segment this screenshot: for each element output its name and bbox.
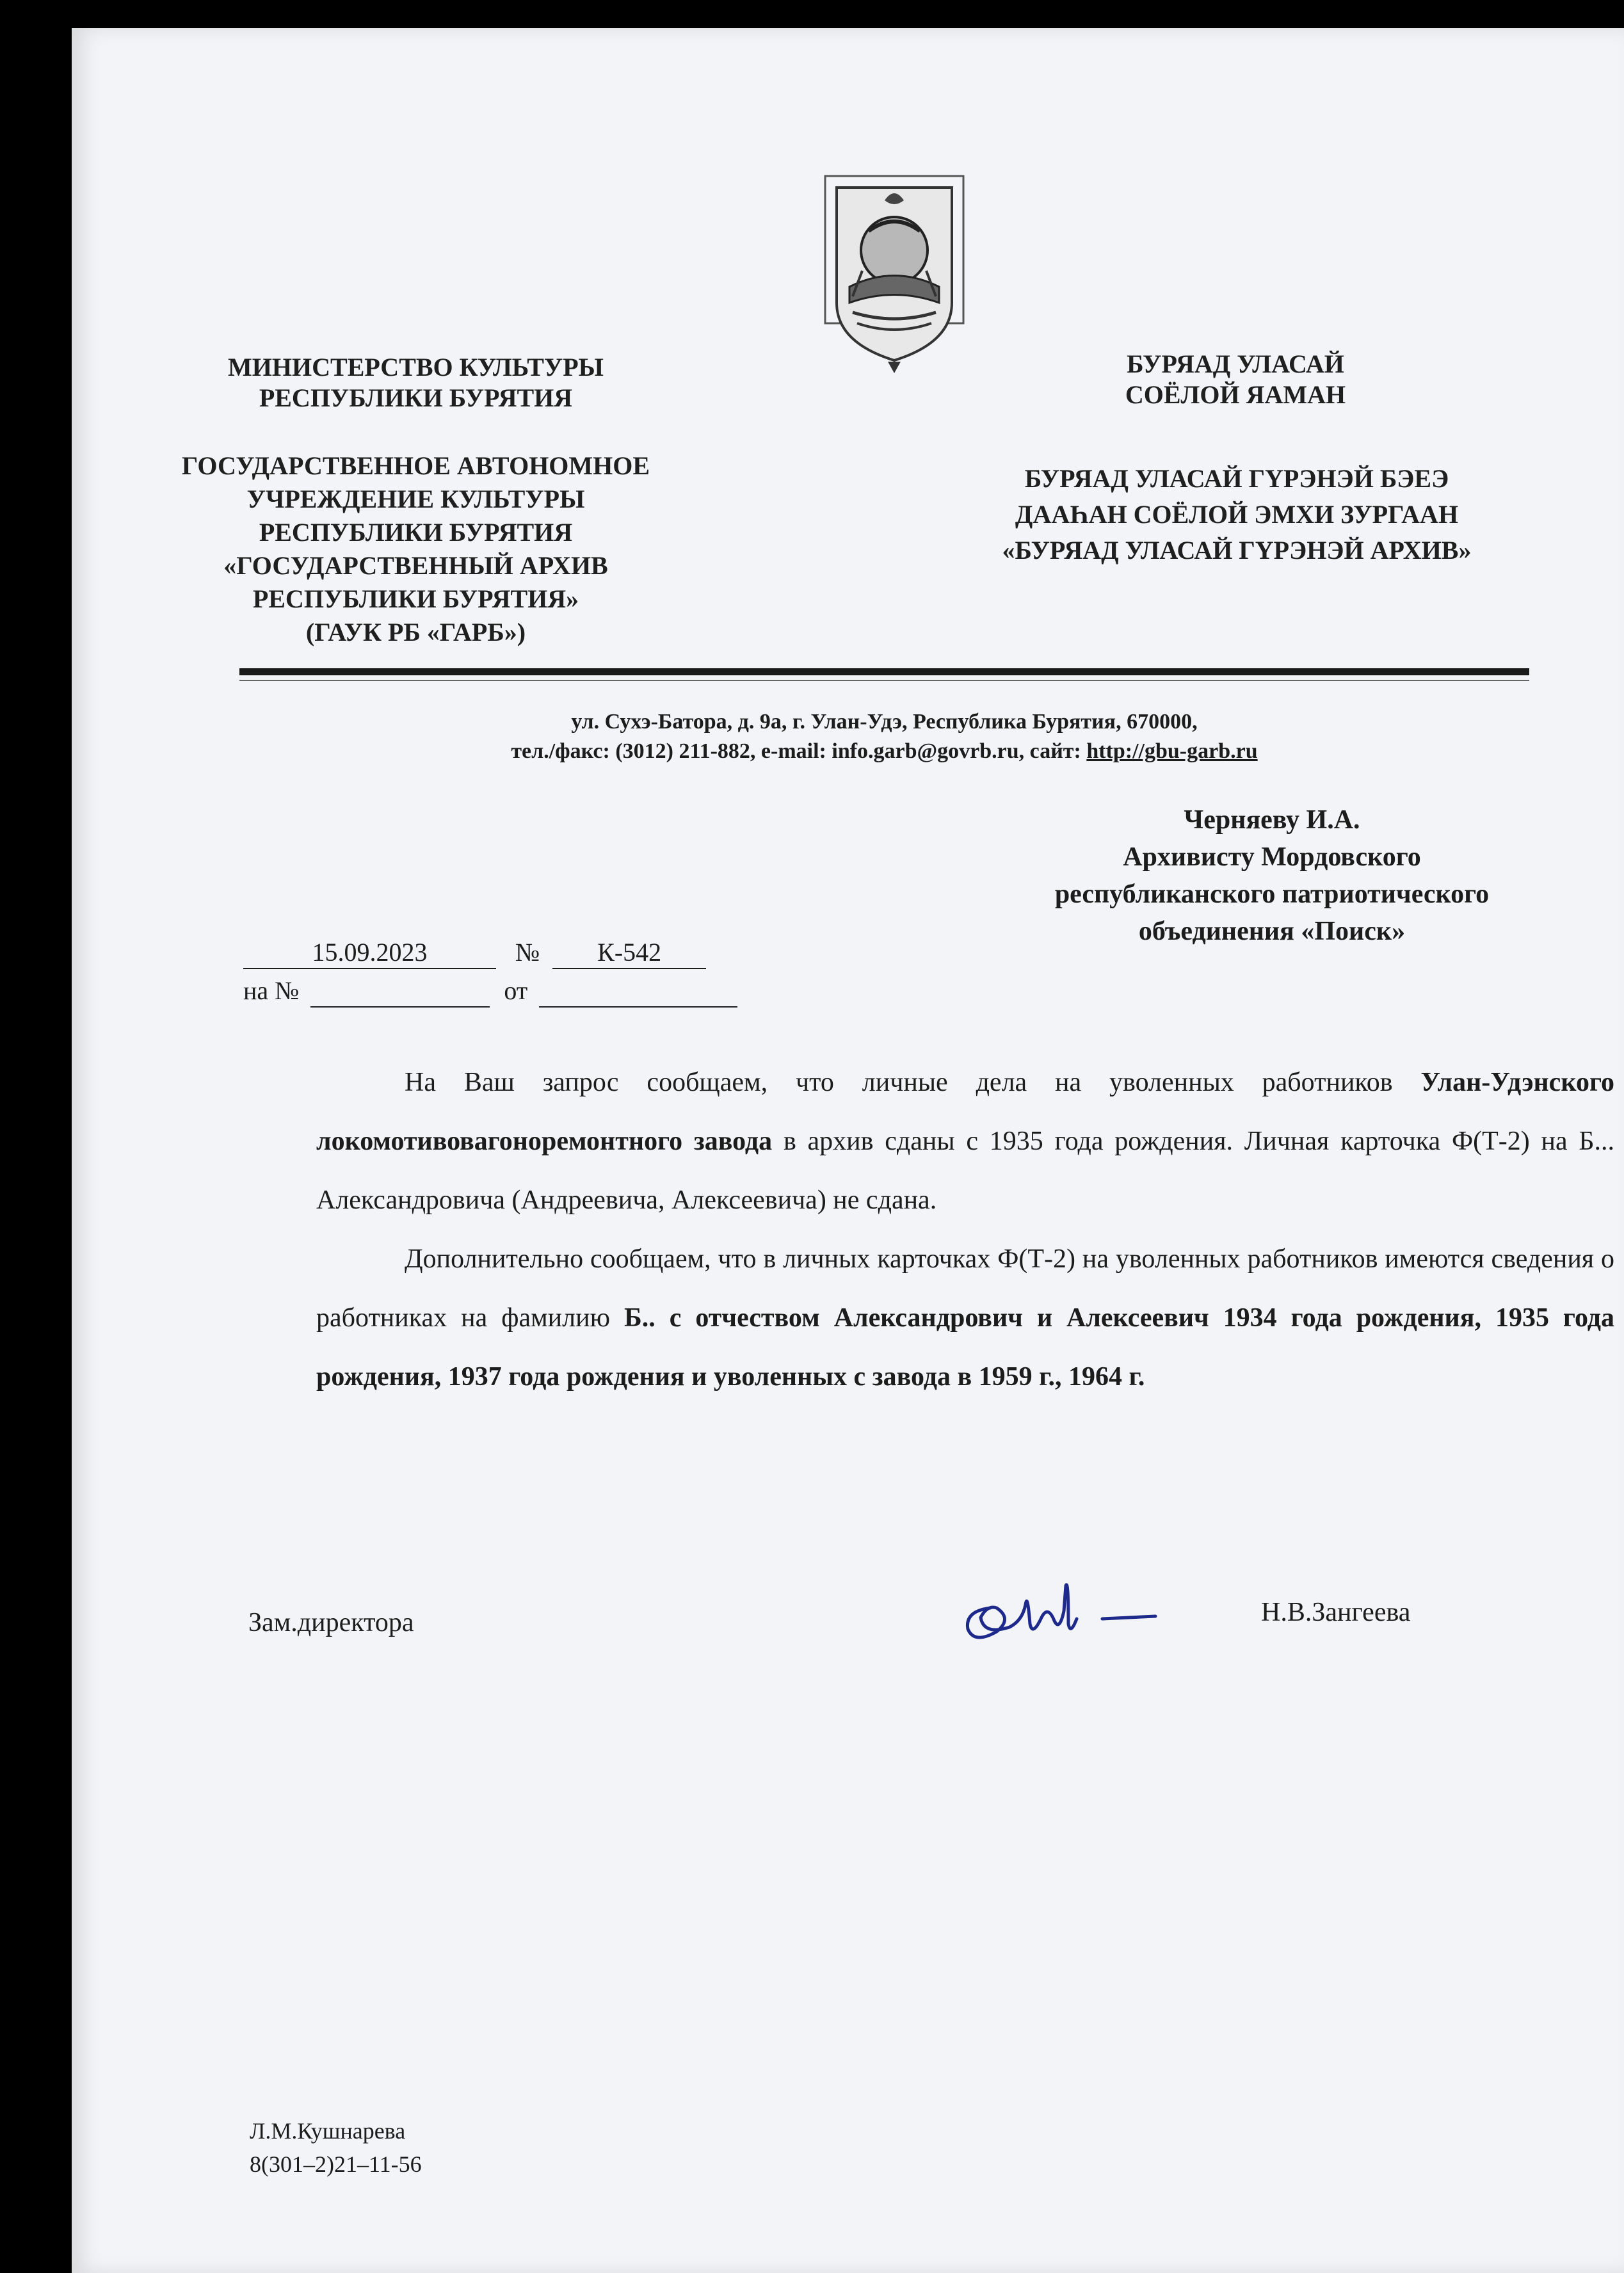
address-line: ул. Сухэ-Батора, д. 9а, г. Улан-Удэ, Республика Бурятия, 670000,	[571, 710, 1198, 734]
website-link[interactable]: http://gbu-garb.ru	[1086, 739, 1258, 763]
header-divider-thin	[239, 680, 1529, 681]
ref-label: на №	[243, 976, 300, 1005]
handwritten-signature	[952, 1560, 1163, 1653]
buryatia-coat-of-arms-icon	[824, 175, 965, 377]
header-divider-thick	[239, 668, 1529, 675]
bua-ministry-name: БУРЯАД УЛАСАЙ СОЁЛОЙ ЯАМАН	[1125, 349, 1346, 409]
signer-name: Н.В.Зангеева	[1261, 1598, 1411, 1627]
signer-position: Зам.директора	[248, 1608, 414, 1637]
ref-date-field	[539, 976, 737, 1008]
contacts-line: тел./факс: (3012) 211-882, e-mail: info.garb@govrb.ru, сайт: http://gbu-garb.ru	[511, 739, 1258, 763]
executor-phone: 8(301–2)21–11-56	[250, 2151, 422, 2177]
ru-organization-name: ГОСУДАРСТВЕННОЕ АВТОНОМНОЕ УЧРЕЖДЕНИЕ КУЛЬТУРЫ РЕСПУБЛИКИ БУРЯТИЯ «ГОСУДАРСТВЕННЫЙ АРХИВ РЕСПУБЛИКИ БУРЯТИЯ» (ГАУК РБ «ГАРБ»)	[181, 451, 650, 647]
body-paragraph-2: Дополнительно сообщаем, что в личных карточках Ф(Т-2) на уволенных работников имеются сведения о работниках на фамилию Б.. с отчеством Александрович и Алексеевич 1934 года рождения, 1935 года рождения, 1937 года рождения и уволенных с завода в 1959 г., 1964 г.	[316, 1244, 1614, 1392]
registration-ref-line	[243, 976, 737, 1008]
bua-organization-name: БУРЯАД УЛАСАЙ ГҮРЭНЭЙ БЭЕЭ ДААҺАН СОЁЛОЙ ЭМХИ ЗУРГААН «БУРЯАД УЛАСАЙ ГҮРЭНЭЙ АРХИВ»	[1002, 464, 1472, 565]
number-label: №	[515, 938, 540, 967]
registration-date-line	[243, 937, 706, 969]
outgoing-date: 15.09.2023	[243, 937, 496, 969]
outgoing-number: К-542	[552, 937, 706, 969]
executor-name: Л.М.Кушнарева	[250, 2118, 406, 2144]
body-paragraph-1: На Ваш запрос сообщаем, что личные дела на уволенных работников Улан-Удэнского локомотивовагоноремонтного завода в архив сданы с 1935 года рождения. Личная карточка Ф(Т-2) на Б... Александровича (Андреевича, Алексеевича) не сдана.	[316, 1068, 1614, 1215]
recipient-block: Черняеву И.А. Архивисту Мордовского республиканского патриотического объединения «Поиск»	[1054, 805, 1490, 946]
ref-number-field	[310, 976, 490, 1008]
letter-sheet	[72, 28, 1624, 2273]
ru-ministry-name: МИНИСТЕРСТВО КУЛЬТУРЫ РЕСПУБЛИКИ БУРЯТИЯ	[228, 353, 604, 412]
from-label: от	[504, 976, 528, 1005]
letter-body	[316, 1053, 1614, 1406]
